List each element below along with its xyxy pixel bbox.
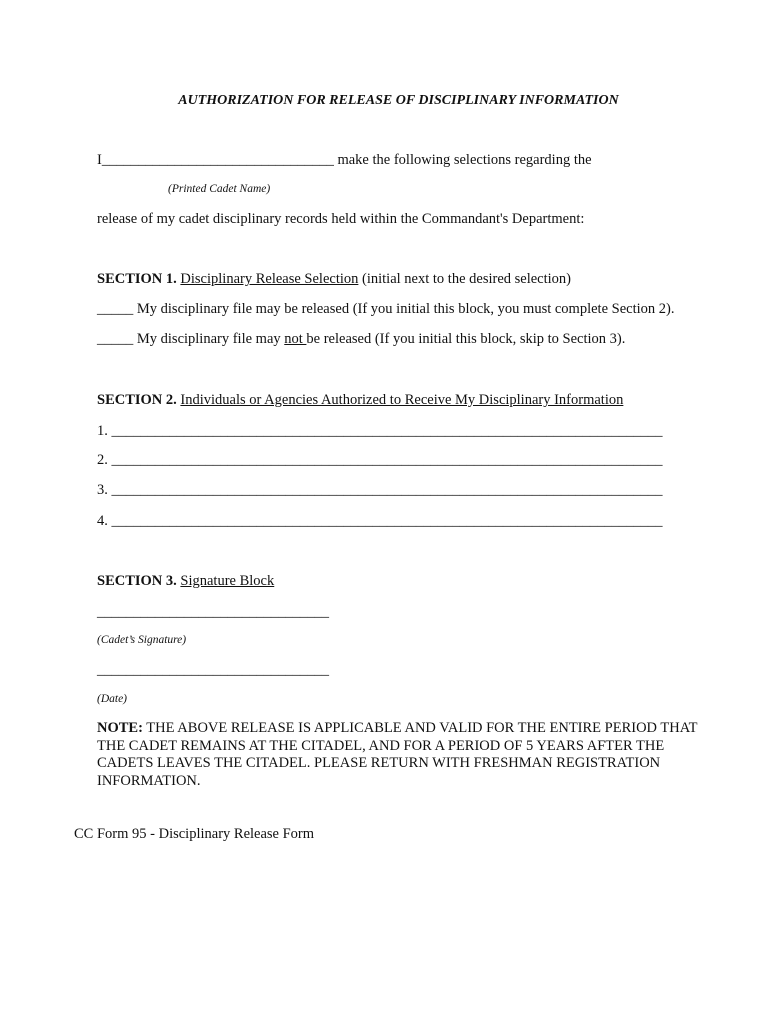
section1-heading [97, 271, 571, 288]
no-release-text-2: be released (If you initial this block, skip to Section 3). [306, 331, 626, 347]
release-initial-field[interactable]: _____ [97, 301, 134, 317]
date-caption: (Date) [97, 693, 128, 705]
note-label: NOTE: [97, 720, 143, 736]
signature-field[interactable]: ________________________________ [97, 604, 329, 620]
section2-title: Individuals or Agencies Authorized to Receive My Disciplinary Information [180, 392, 624, 408]
release-option [97, 301, 674, 318]
note-paragraph [97, 720, 707, 790]
intro-prefix: I [97, 152, 102, 168]
section2-label: SECTION 2. [97, 392, 177, 408]
no-release-emphasis: not [284, 331, 307, 347]
printed-name-caption: (Printed Cadet Name) [168, 183, 271, 195]
section2-heading [97, 392, 623, 409]
recipient-line-2[interactable]: 2. ____________________________________________________________________________ [97, 452, 663, 468]
recipient-line-3[interactable]: 3. ____________________________________________________________________________ [97, 482, 663, 498]
intro-line [97, 152, 592, 169]
signature-caption: (Cadet’s Signature) [97, 634, 187, 646]
section1-hint: (initial next to the desired selection) [358, 271, 571, 287]
section1-title: Disciplinary Release Selection [180, 271, 359, 287]
note-text: THE ABOVE RELEASE IS APPLICABLE AND VALID FOR THE ENTIRE PERIOD THAT THE CADET REMAINS AT THE CITADEL, AND FOR A PERIOD OF 5 YEARS AFTER THE CADETS LEAVES THE CITADEL. PLEASE RETURN WITH FRESHMAN REGISTRATION INFORMATION. [97, 720, 698, 789]
intro-line-2: release of my cadet disciplinary records held within the Commandant's Department: [97, 211, 585, 227]
section1-label: SECTION 1. [97, 271, 177, 287]
no-release-text-1: My disciplinary file may [133, 331, 285, 347]
date-field[interactable]: ________________________________ [97, 662, 329, 678]
no-release-initial-field[interactable]: _____ [97, 331, 134, 347]
release-option-text: My disciplinary file may be released (If you initial this block, you must complete Section 2). [133, 301, 675, 317]
form-footer: CC Form 95 - Disciplinary Release Form [74, 826, 315, 842]
no-release-option [97, 331, 625, 348]
intro-suffix: make the following selections regarding the [333, 152, 592, 168]
section3-heading [97, 573, 274, 590]
recipient-line-4[interactable]: 4. ____________________________________________________________________________ [97, 513, 663, 529]
section3-title: Signature Block [180, 573, 275, 589]
printed-name-field[interactable]: ________________________________ [101, 152, 334, 168]
recipient-line-1[interactable]: 1. ____________________________________________________________________________ [97, 423, 663, 439]
form-title: AUTHORIZATION FOR RELEASE OF DISCIPLINARY INFORMATION [178, 93, 619, 108]
section3-label: SECTION 3. [97, 573, 177, 589]
